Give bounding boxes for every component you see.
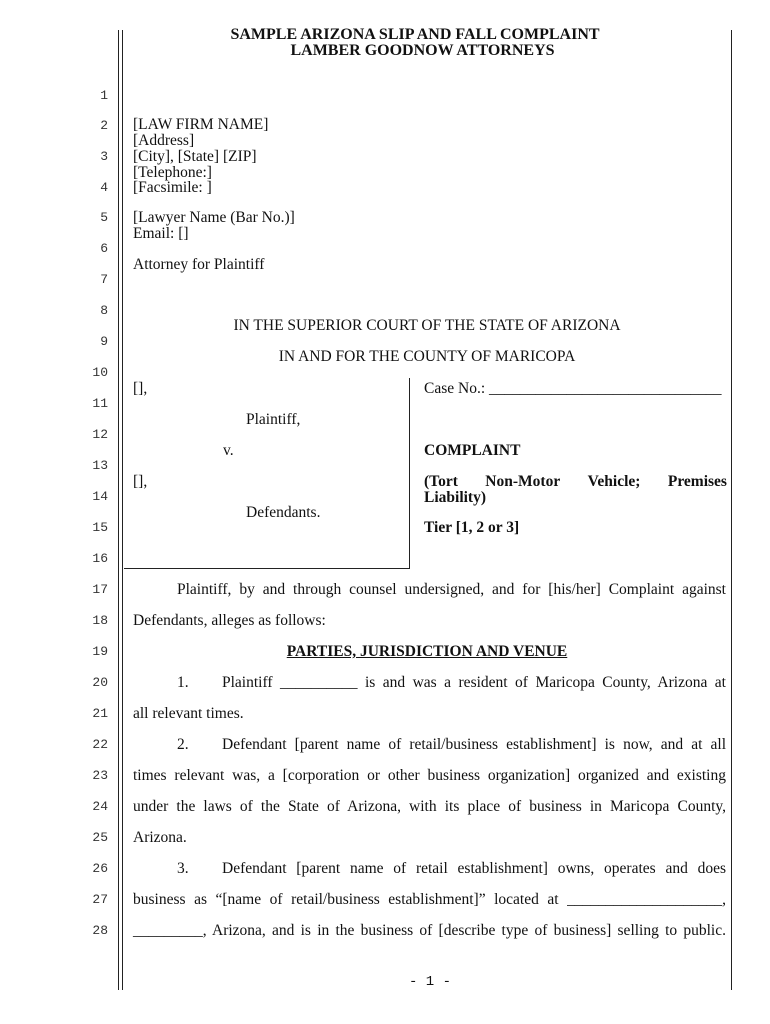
paragraph-3-line-1: Defendant [parent name of retail establishment] owns, operates and does [222, 860, 726, 877]
tort-word: Non-Motor [485, 473, 561, 490]
left-margin-rule-inner [122, 30, 123, 990]
plaintiff-label: Plaintiff, [246, 411, 301, 428]
line-number: 18 [92, 613, 108, 628]
paragraph-number: 1. [177, 674, 189, 691]
defendant-name: [], [133, 473, 148, 490]
intro-line-2: Defendants, alleges as follows: [133, 612, 326, 629]
document-title-line-1: SAMPLE ARIZONA SLIP AND FALL COMPLAINT [230, 26, 600, 43]
line-number: 15 [92, 520, 108, 535]
line-number: 1 [100, 88, 108, 103]
left-margin-rule-outer [118, 30, 119, 990]
section-heading: PARTIES, JURISDICTION AND VENUE [286, 643, 568, 660]
line-number: 20 [92, 675, 108, 690]
paragraph-2-line-4: Arizona. [133, 829, 187, 846]
line-number: 11 [92, 396, 108, 411]
line-number: 28 [92, 923, 108, 938]
lawyer-email: Email: [] [133, 225, 189, 242]
line-number: 21 [92, 706, 108, 721]
court-name: IN THE SUPERIOR COURT OF THE STATE OF ARIZONA [233, 317, 621, 334]
line-number: 4 [100, 180, 108, 195]
caption-bottom-rule [124, 568, 410, 569]
line-number: 6 [100, 241, 108, 256]
line-number: 22 [92, 737, 108, 752]
paragraph-1-line-1: Plaintiff __________ is and was a resident of Maricopa County, Arizona at [222, 674, 726, 691]
line-number: 7 [100, 272, 108, 287]
paragraph-1-line-2: all relevant times. [133, 705, 244, 722]
line-number: 27 [92, 892, 108, 907]
firm-address: [Address] [133, 132, 195, 149]
caption-vertical-divider [409, 378, 410, 568]
line-number: 25 [92, 830, 108, 845]
paragraph-3-line-3: _________, Arizona, and is in the business of [describe type of business] selling to public. [133, 922, 726, 939]
line-number: 3 [100, 149, 108, 164]
court-county: IN AND FOR THE COUNTY OF MARICOPA [278, 348, 576, 365]
line-number: 12 [92, 427, 108, 442]
line-number: 10 [92, 365, 108, 380]
paragraph-number: 2. [177, 736, 189, 753]
paragraph-2-line-1: Defendant [parent name of retail/business establishment] is now, and at all [222, 736, 726, 753]
firm-facsimile: [Facsimile: ] [133, 179, 212, 196]
line-number: 24 [92, 799, 108, 814]
line-number: 8 [100, 303, 108, 318]
page-number: - 1 - [408, 974, 451, 990]
line-number: 16 [92, 551, 108, 566]
line-number: 13 [92, 458, 108, 473]
case-number: Case No.: ______________________________ [424, 380, 722, 397]
tort-type-line-2: Liability) [424, 489, 487, 506]
tort-word: Premises [667, 473, 727, 490]
tort-word: (Tort [424, 473, 458, 490]
line-number: 23 [92, 768, 108, 783]
line-number: 26 [92, 861, 108, 876]
complaint-title: COMPLAINT [424, 442, 521, 459]
tort-type-line-1 [424, 474, 727, 490]
line-number: 17 [92, 582, 108, 597]
intro-line-1: Plaintiff, by and through counsel undersigned, and for [his/her] Complaint against [177, 581, 726, 598]
defendant-label: Defendants. [246, 504, 321, 521]
versus: v. [223, 442, 234, 459]
line-number: 9 [100, 334, 108, 349]
paragraph-2-line-3: under the laws of the State of Arizona, with its place of business in Maricopa County, [133, 798, 726, 815]
line-number: 2 [100, 118, 108, 133]
document-title-line-2: LAMBER GOODNOW ATTORNEYS [290, 42, 555, 59]
line-number: 14 [92, 489, 108, 504]
plaintiff-name: [], [133, 380, 148, 397]
line-number: 5 [100, 210, 108, 225]
tier: Tier [1, 2 or 3] [424, 519, 520, 536]
lawyer-name: [Lawyer Name (Bar No.)] [133, 209, 295, 226]
paragraph-2-line-2: times relevant was, a [corporation or other business organization] organized and existing [133, 767, 726, 784]
tort-word: Vehicle; [587, 473, 641, 490]
paragraph-number: 3. [177, 860, 189, 877]
line-number: 19 [92, 644, 108, 659]
right-margin-rule [731, 30, 732, 990]
firm-city-state-zip: [City], [State] [ZIP] [133, 148, 257, 165]
paragraph-3-line-2: business as “[name of retail/business establishment]” located at ____________________, [133, 891, 726, 908]
firm-telephone: [Telephone:] [133, 164, 212, 181]
law-firm-name: [LAW FIRM NAME] [133, 116, 269, 133]
attorney-for: Attorney for Plaintiff [133, 256, 265, 273]
